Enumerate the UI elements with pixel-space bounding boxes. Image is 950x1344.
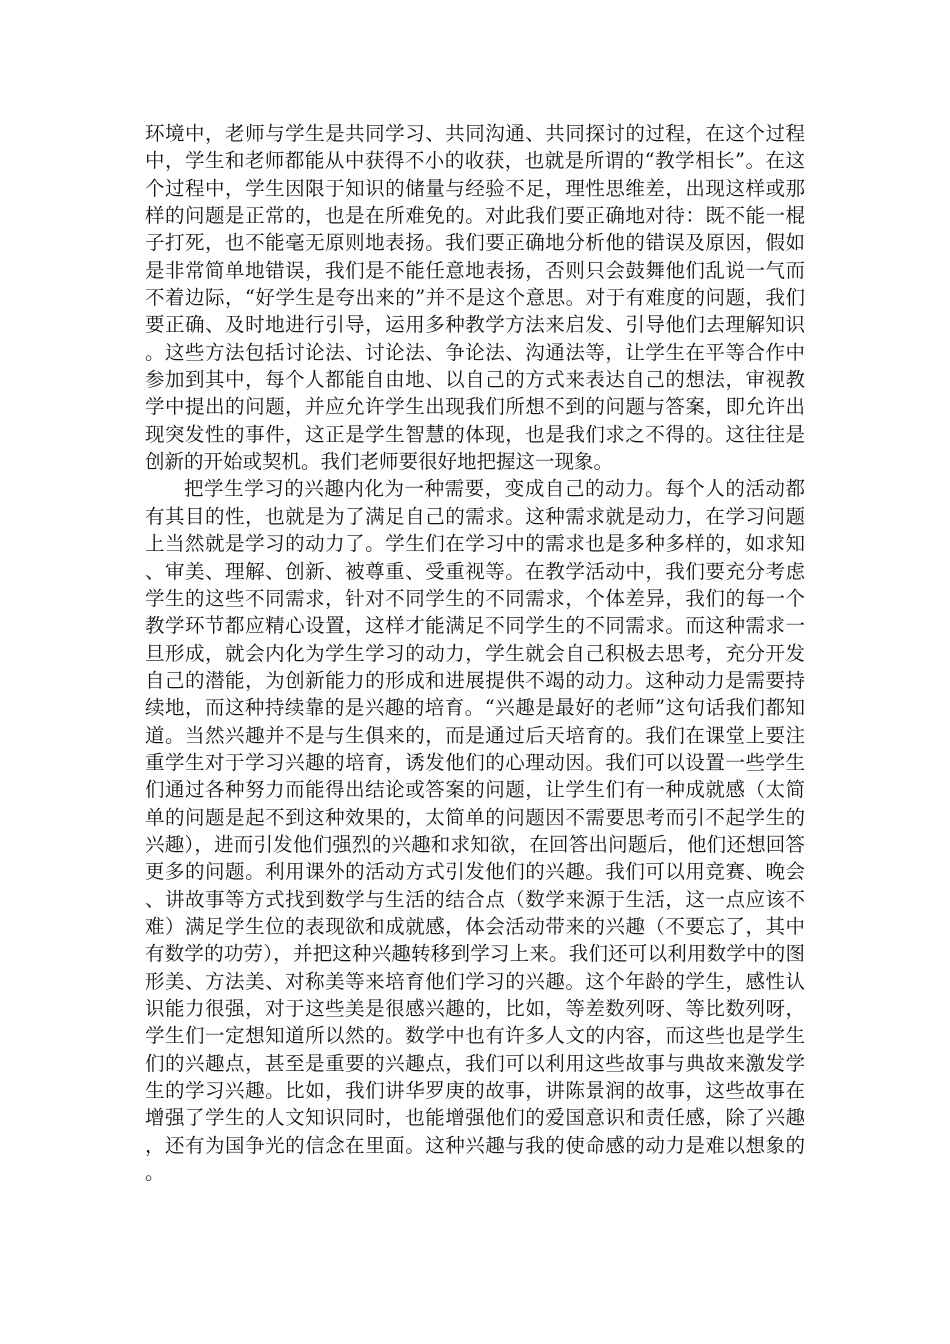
paragraph-1: 环境中，老师与学生是共同学习、共同沟通、共同探讨的过程，在这个过程中，学生和老师都能从中获得不小的收获，也就是所谓的“教学相长”。在这个过程中，学生因限于知识的储量与经验不足，理性思维差，出现这样或那样的问题是正常的，也是在所难免的。对此我们要正确地对待：既不能一棍子打死，也不能毫无原则地表扬。我们要正确地分析他的错误及原因，假如是非常简单地错误，我们是不能任意地表扬，否则只会鼓舞他们乱说一气而不着边际，“好学生是夸出来的”并不是这个意思。对于有难度的问题，我们要正确、及时地进行引导，运用多种教学方法来启发、引导他们去理解知识。这些方法包括讨论法、讨论法、争论法、沟通法等，让学生在平等合作中参加到其中，每个人都能自由地、以自己的方式来表达自己的想法，审视教学中提出的问题，并应允许学生出现我们所想不到的问题与答案，即允许出现突发性的事件，这正是学生智慧的体现，也是我们求之不得的。这往往是创新的开始或契机。我们老师要很好地把握这一现象。	[145, 122, 805, 474]
paragraph-2: 把学生学习的兴趣内化为一种需要，变成自己的动力。每个人的活动都有其目的性，也就是为了满足自己的需求。这种需求就是动力，在学习问题上当然就是学习的动力了。学生们在学习中的需求也是多种多样的，如求知、审美、理解、创新、被尊重、受重视等。在教学活动中，我们要充分考虑学生的这些不同需求，针对不同学生的不同需求，个体差异，我们的每一个教学环节都应精心设置，这样才能满足不同学生的不同需求。而这种需求一旦形成，就会内化为学生学习的动力，学生就会自己积极去思考，充分开发自己的潜能，为创新能力的形成和进展提供不竭的动力。这种动力是需要持续地，而这种持续靠的是兴趣的培育。“兴趣是最好的老师”这句话我们都知道。当然兴趣并不是与生俱来的，而是通过后天培育的。我们在课堂上要注重学生对于学习兴趣的培育，诱发他们的心理动因。我们可以设置一些学生们通过各种努力而能得出结论或答案的问题，让学生们有一种成就感（太简单的问题是起不到这种效果的，太简单的问题因不需要思考而引不起学生的兴趣），进而引发他们强烈的兴趣和求知欲，在回答出问题后，他们还想回答更多的问题。利用课外的活动方式引发他们的兴趣。我们可以用竞赛、晚会、讲故事等方式找到数学与生活的结合点（数学来源于生活，这一点应该不难）满足学生位的表现欲和成就感，体会活动带来的兴趣（不要忘了，其中有数学的功劳），并把这种兴趣转移到学习上来。我们还可以利用数学中的图形美、方法美、对称美等来培育他们学习的兴趣。这个年龄的学生，感性认识能力很强，对于这些美是很感兴趣的，比如，等差数列呀、等比数列呀，学生们一定想知道所以然的。数学中也有许多人文的内容，而这些也是学生们的兴趣点，甚至是重要的兴趣点，我们可以利用这些故事与典故来激发学生的学习兴趣。比如，我们讲华罗庚的故事，讲陈景润的故事，这些故事在增强了学生的人文知识同时，也能增强他们的爱国意识和责任感，除了兴趣，还有为国争光的信念在里面。这种兴趣与我的使命感的动力是难以想象的。	[145, 477, 805, 1185]
document-body	[145, 120, 805, 1186]
